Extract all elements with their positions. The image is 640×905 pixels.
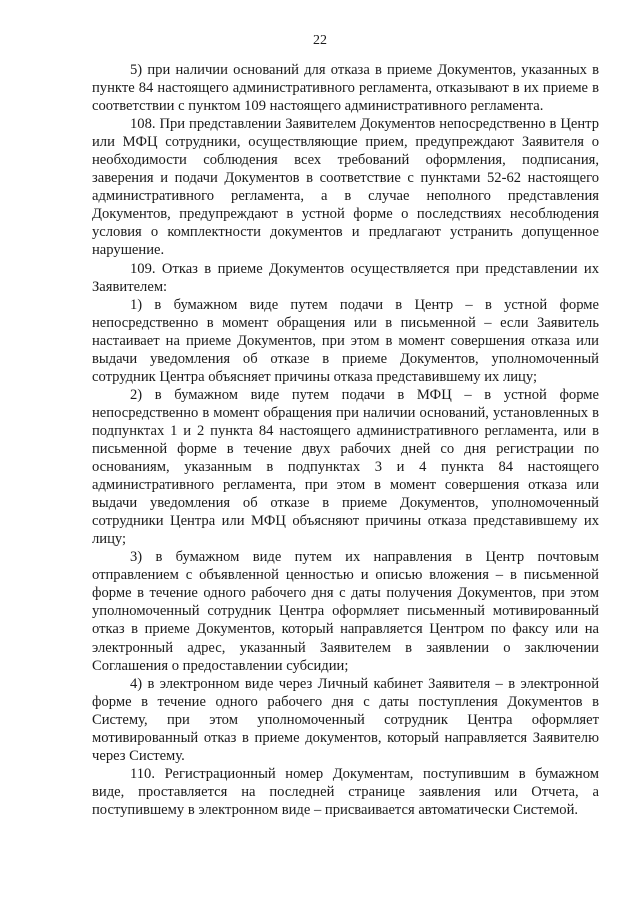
paragraph-110: 110. Регистрационный номер Документам, поступившим в бумажном виде, проставляется на последней странице заявления или Отчета, а поступившему в электронном виде – присваивается автоматически Системой. [92, 765, 599, 818]
paragraph-109-item-3: 3) в бумажном виде путем их направления в Центр почтовым отправлением с объявленной ценностью и описью вложения – в письменной форме в течение одного рабочего дня с даты получения Документов, при этом уполномоченный сотрудник Центра оформляет письменный мотивированный отказ в приеме Документов, который направляется Центром по факсу или на электронный адрес, указанный Заявителем в заявлении о заключении Соглашения о предоставлении субсидии; [92, 549, 599, 674]
paragraph-109: 109. Отказ в приеме Документов осуществляется при представлении их Заявителем: [92, 260, 599, 295]
paragraph-109-item-4: 4) в электронном виде через Личный кабинет Заявителя – в электронной форме в течение одного рабочего дня с даты поступления Документов в Систему, при этом уполномоченный сотрудник Центра оформляет мотивированный отказ в приеме документов, который направляется Заявителю через Систему. [92, 675, 599, 764]
paragraph-108: 108. При представлении Заявителем Документов непосредственно в Центр или МФЦ сотрудники, осуществляющие прием, предупреждают Заявителя о необходимости соблюдения всех требований оформления, подписания, заверения и подачи Документов в соответствие с пунктами 52-62 настоящего административного регламента, а в случае неполного представления Документов, предупреждают в устной форме о последствиях несоблюдения условия о комплектности документов и предлагают устранить допущенное нарушение. [92, 116, 599, 259]
document-body [92, 61, 599, 819]
paragraph-109-item-1: 1) в бумажном виде путем подачи в Центр – в устной форме непосредственно в момент обращения или в письменной – если Заявитель настаивает на приеме Документов, при этом в момент совершения отказа или выдачи уведомления об отказе в приеме Документов, уполномоченный сотрудник Центра объясняет причины отказа представившему их лицу; [92, 296, 599, 385]
paragraph-109-item-2: 2) в бумажном виде путем подачи в МФЦ – в устной форме непосредственно в момент обращения при наличии оснований, установленных в подпунктах 1 и 2 пункта 84 настоящего административного регламента, или в письменной форме в течение двух рабочих дней со дня регистрации по основаниям, указанным в подпунктах 3 и 4 пункта 84 настоящего административного регламента, при этом в момент совершения отказа или выдачи уведомления об отказе в приеме Документов, уполномоченный сотрудники Центра или МФЦ объясняют причины отказа представившему их лицу; [92, 386, 599, 548]
page-number: 22 [313, 33, 327, 48]
paragraph-107-item-5: 5) при наличии оснований для отказа в приеме Документов, указанных в пункте 84 настоящего административного регламента, отказывают в их приеме в соответствии с пунктом 109 настоящего административного регламента. [92, 62, 599, 115]
